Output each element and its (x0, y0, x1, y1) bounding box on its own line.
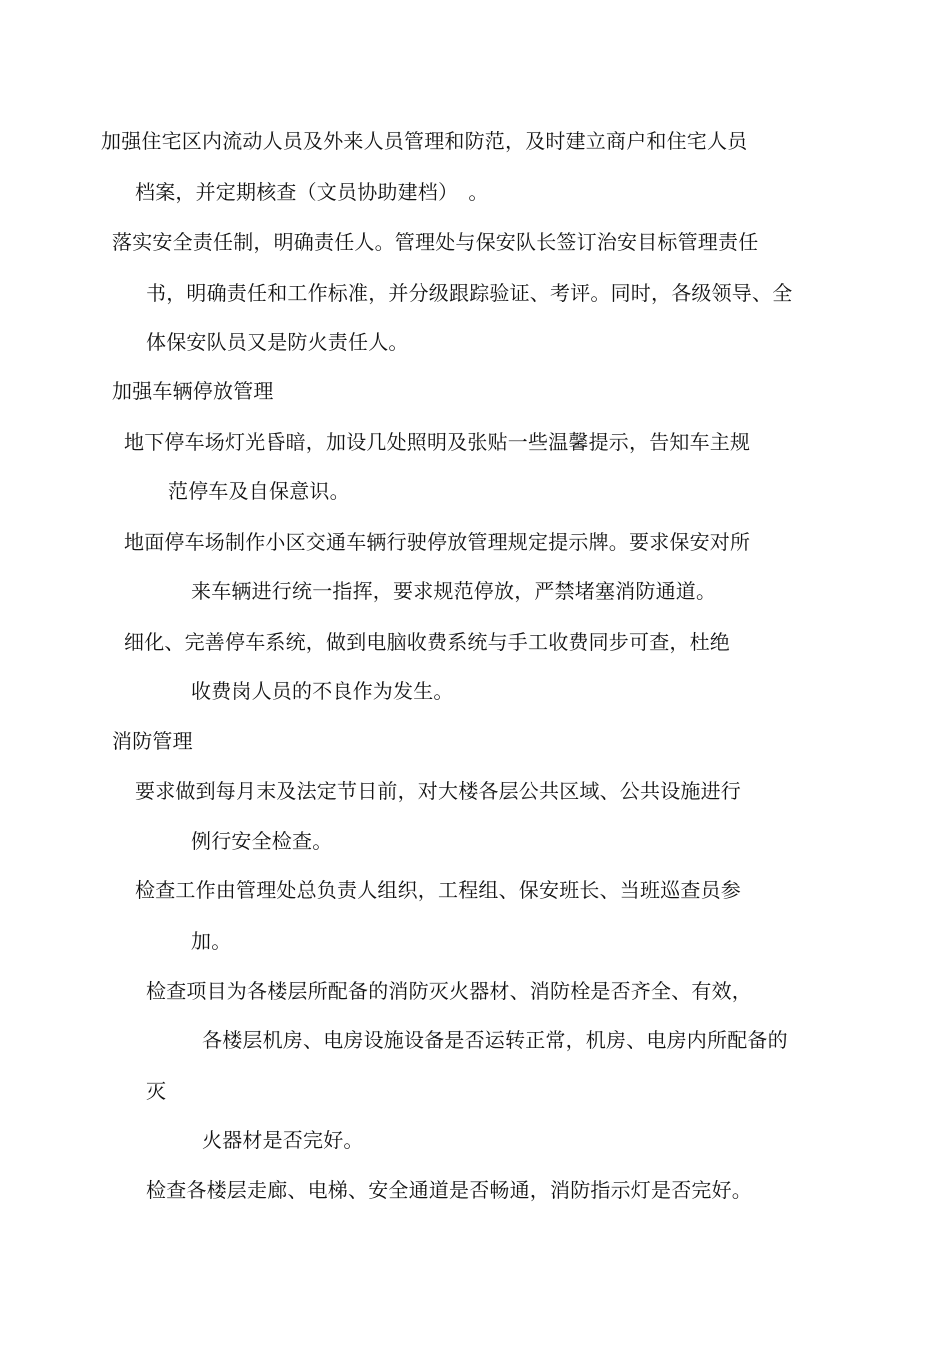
text-line: 地面停车场制作小区交通车辆行驶停放管理规定提示牌。要求保安对所 (124, 530, 751, 554)
section-heading: 加强车辆停放管理 (112, 379, 274, 403)
text-line: 范停车及自保意识。 (168, 479, 350, 503)
text-line: 落实安全责任制，明确责任人。管理处与保安队长签订治安目标管理责任 (112, 230, 759, 254)
text-line: 来车辆进行统一指挥，要求规范停放，严禁堵塞消防通道。 (191, 579, 717, 603)
text-line: 灭 (146, 1079, 167, 1103)
text-line: 检查项目为各楼层所配备的消防灭火器材、消防栓是否齐全、有效， (146, 979, 752, 1003)
text-line: 体保安队员又是防火责任人。 (146, 330, 409, 354)
text-line: 书，明确责任和工作标准，并分级跟踪验证、考评。同时，各级领导、全 (146, 281, 793, 305)
text-line: 要求做到每月末及法定节日前，对大楼各层公共区域、公共设施进行 (135, 779, 741, 803)
text-line: 加强住宅区内流动人员及外来人员管理和防范，及时建立商户和住宅人员 (101, 129, 748, 153)
text-line: 检查工作由管理处总负责人组织，工程组、保安班长、当班巡查员参 (135, 878, 741, 902)
text-line: 收费岗人员的不良作为发生。 (191, 679, 454, 703)
text-line: 细化、完善停车系统，做到电脑收费系统与手工收费同步可查，杜绝 (124, 630, 730, 654)
text-line: 检查各楼层走廊、电梯、安全通道是否畅通，消防指示灯是否完好。 (146, 1178, 752, 1202)
text-line: 各楼层机房、电房设施设备是否运转正常，机房、电房内所配备的 (202, 1028, 788, 1052)
text-line: 例行安全检查。 (191, 829, 333, 853)
text-line: 档案，并定期核查（文员协助建档） 。 (135, 180, 489, 204)
text-line: 火器材是否完好。 (202, 1128, 364, 1152)
text-line: 地下停车场灯光昏暗，加设几处照明及张贴一些温馨提示，告知车主规 (124, 430, 751, 454)
section-heading: 消防管理 (112, 729, 193, 753)
text-line: 加。 (191, 929, 232, 953)
